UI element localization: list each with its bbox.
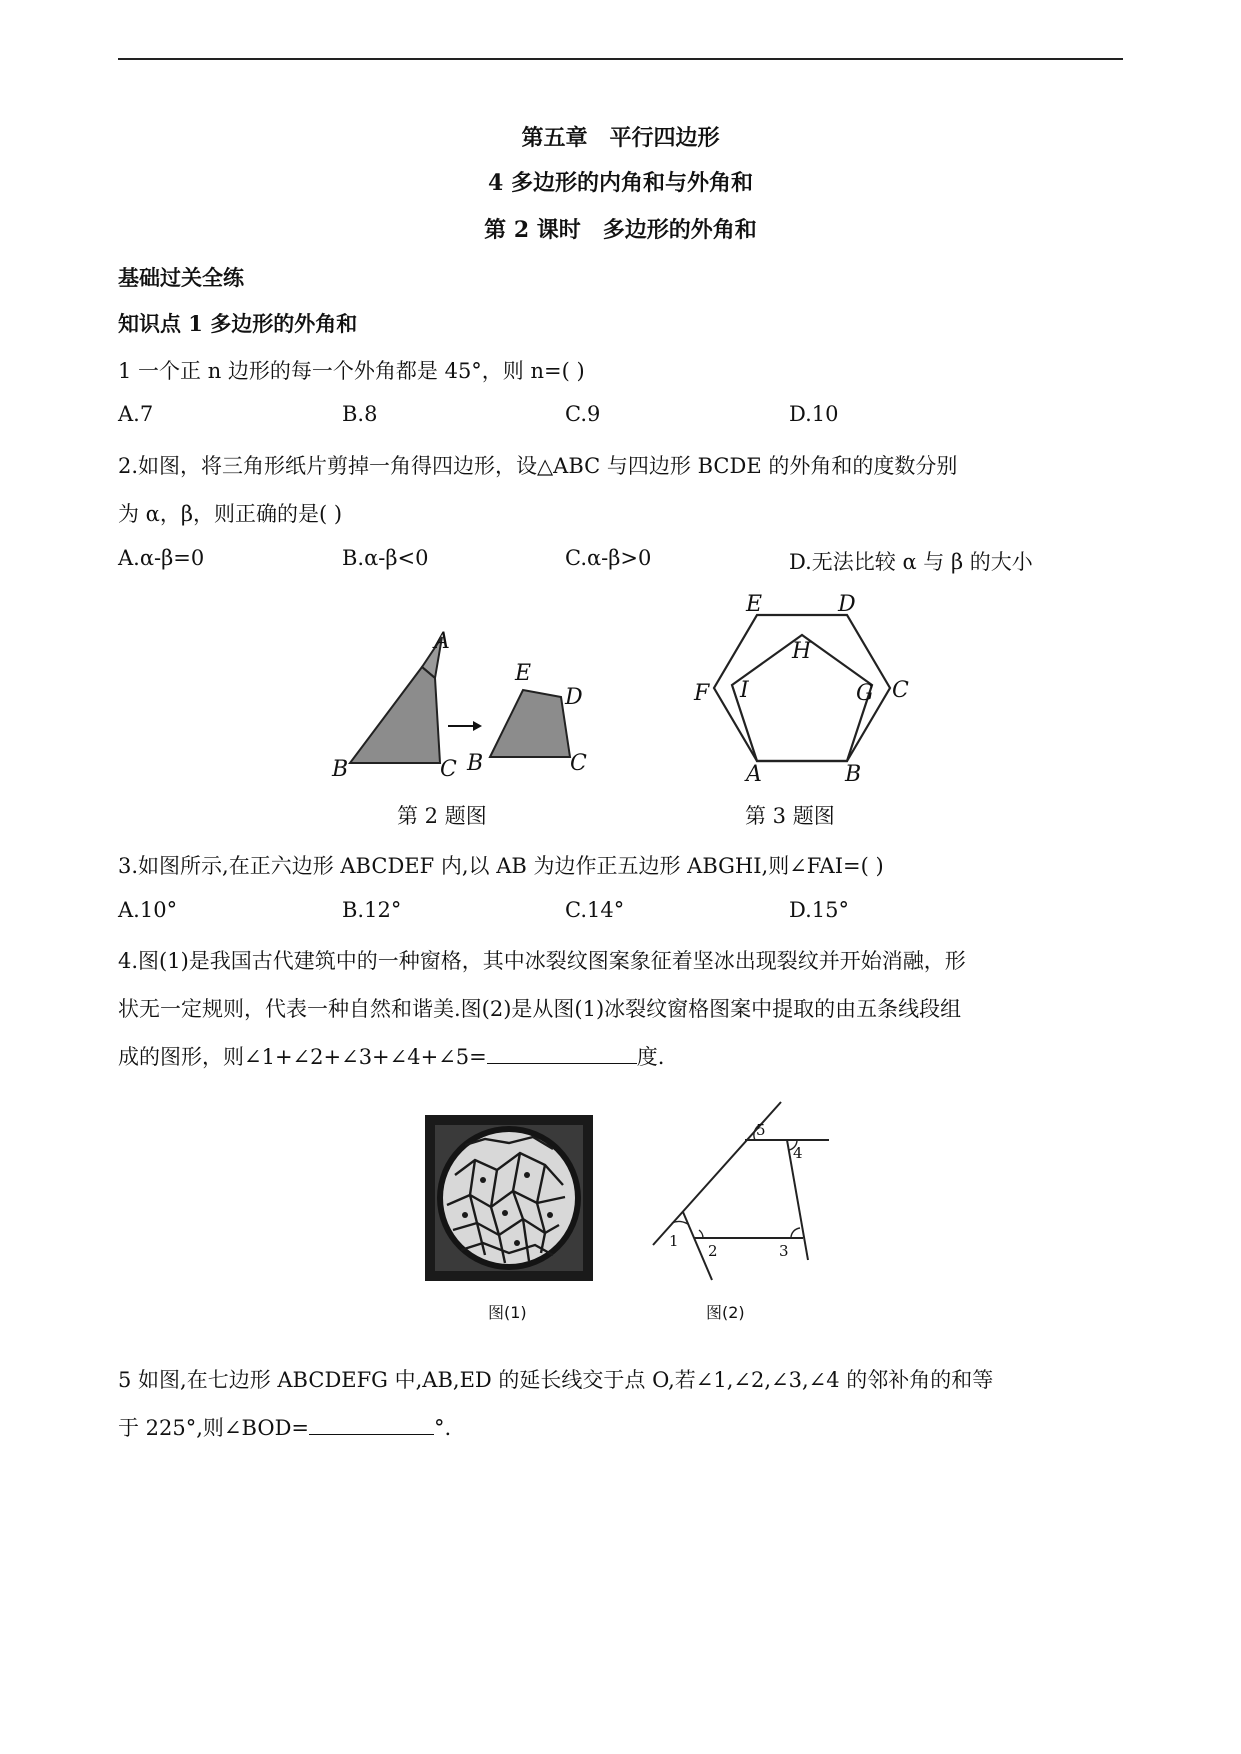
question-4-line-1: 4.图(1)是我国古代建筑中的一种窗格，其中冰裂纹图案象征着坚冰出现裂纹并开始消融，形	[118, 949, 966, 973]
angle-label-1: 1	[669, 1232, 679, 1250]
fig3-label-a: A	[746, 762, 762, 787]
question-5-line-1: 5 如图,在七边形 ABCDEFG 中,AB,ED 的延长线交于点 O,若∠1,∠2,∠3,∠4 的邻补角的和等	[118, 1368, 994, 1392]
q4-line-3-text: 成的图形，则∠1+∠2+∠3+∠4+∠5=	[118, 1045, 487, 1069]
triangle-remaining-shape	[350, 667, 440, 763]
q1-option-d: D.10	[789, 402, 839, 426]
fig3-label-b: B	[845, 762, 862, 787]
question-2-line-2: 为 α，β，则正确的是( )	[118, 502, 343, 526]
fig2-label-d: D	[565, 685, 583, 710]
knowledge-point-heading: 知识点 1 多边形的外角和	[118, 311, 358, 336]
lesson-title: 第 2 课时 多边形的外角和	[484, 217, 757, 243]
q5-line-2-text: 于 225°,则∠BOD=	[118, 1416, 309, 1440]
fig-segments-caption: 图(2)	[706, 1303, 745, 1322]
angle-label-3: 3	[779, 1242, 789, 1260]
fig3-label-g: G	[856, 681, 874, 706]
q2-option-d: D.无法比较 α 与 β 的大小	[789, 550, 1033, 574]
fig3-label-i: I	[740, 678, 749, 703]
fig2-label-e: E	[515, 661, 532, 686]
header-rule	[118, 58, 1123, 60]
q2-option-b: B.α-β<0	[342, 546, 429, 570]
q4-answer-blank	[487, 1045, 637, 1064]
figure-five-segments	[645, 1100, 845, 1285]
question-2-line-1: 2.如图，将三角形纸片剪掉一角得四边形，设△ABC 与四边形 BCDE 的外角和的度数分别	[118, 454, 958, 478]
angle-label-4: 4	[793, 1144, 803, 1162]
figure-q2-triangle-cut	[330, 630, 610, 780]
q3-option-b: B.12°	[342, 898, 402, 922]
fig3-label-c: C	[892, 678, 909, 703]
part-heading: 基础过关全练	[118, 265, 244, 290]
question-5-line-2	[118, 1412, 451, 1442]
section-title: 4 多边形的内角和与外角和	[488, 170, 753, 196]
figure-q3-hexagon-pentagon	[694, 592, 920, 787]
fig2-label-b2: B	[467, 751, 484, 776]
question-1-text: 1 一个正 n 边形的每一个外角都是 45°，则 n=( )	[118, 359, 585, 383]
arrow-head-icon	[473, 721, 482, 731]
angle-label-2: 2	[708, 1242, 718, 1260]
fig2-label-c2: C	[570, 751, 587, 776]
angle-label-5: 5	[756, 1121, 766, 1139]
fig2-label-c: C	[440, 757, 457, 782]
q4-line-3-tail: 度.	[636, 1045, 665, 1069]
fig2-label-a: A	[434, 629, 450, 654]
q3-option-c: C.14°	[565, 898, 625, 922]
fig2-caption: 第 2 题图	[397, 804, 487, 828]
fig2-label-b: B	[332, 757, 349, 782]
fig3-caption: 第 3 题图	[745, 804, 835, 828]
fig-window-caption: 图(1)	[488, 1303, 527, 1322]
q5-line-2-tail: °.	[434, 1416, 452, 1440]
fig3-label-d: D	[838, 592, 856, 617]
q2-option-a: A.α-β=0	[118, 546, 205, 570]
q5-answer-blank	[309, 1416, 434, 1435]
q2-option-c: C.α-β>0	[565, 546, 652, 570]
question-4-line-2: 状无一定规则，代表一种自然和谐美.图(2)是从图(1)冰裂纹窗格图案中提取的由五条线段组	[118, 997, 962, 1021]
quadrilateral-bcde-shape	[490, 690, 570, 757]
fig3-label-f: F	[694, 681, 710, 706]
q3-option-a: A.10°	[118, 898, 178, 922]
fig3-label-h: H	[792, 639, 812, 664]
figure-ice-crack-window	[425, 1115, 593, 1281]
q1-option-b: B.8	[342, 402, 378, 426]
question-4-line-3	[118, 1041, 664, 1071]
fig3-label-e: E	[746, 592, 763, 617]
q3-option-d: D.15°	[789, 898, 849, 922]
q1-option-a: A.7	[118, 402, 154, 426]
question-3-text: 3.如图所示,在正六边形 ABCDEF 内,以 AB 为边作正五边形 ABGHI,则∠FAI=( )	[118, 854, 884, 878]
chapter-title: 第五章 平行四边形	[521, 125, 720, 151]
q1-option-c: C.9	[565, 402, 601, 426]
